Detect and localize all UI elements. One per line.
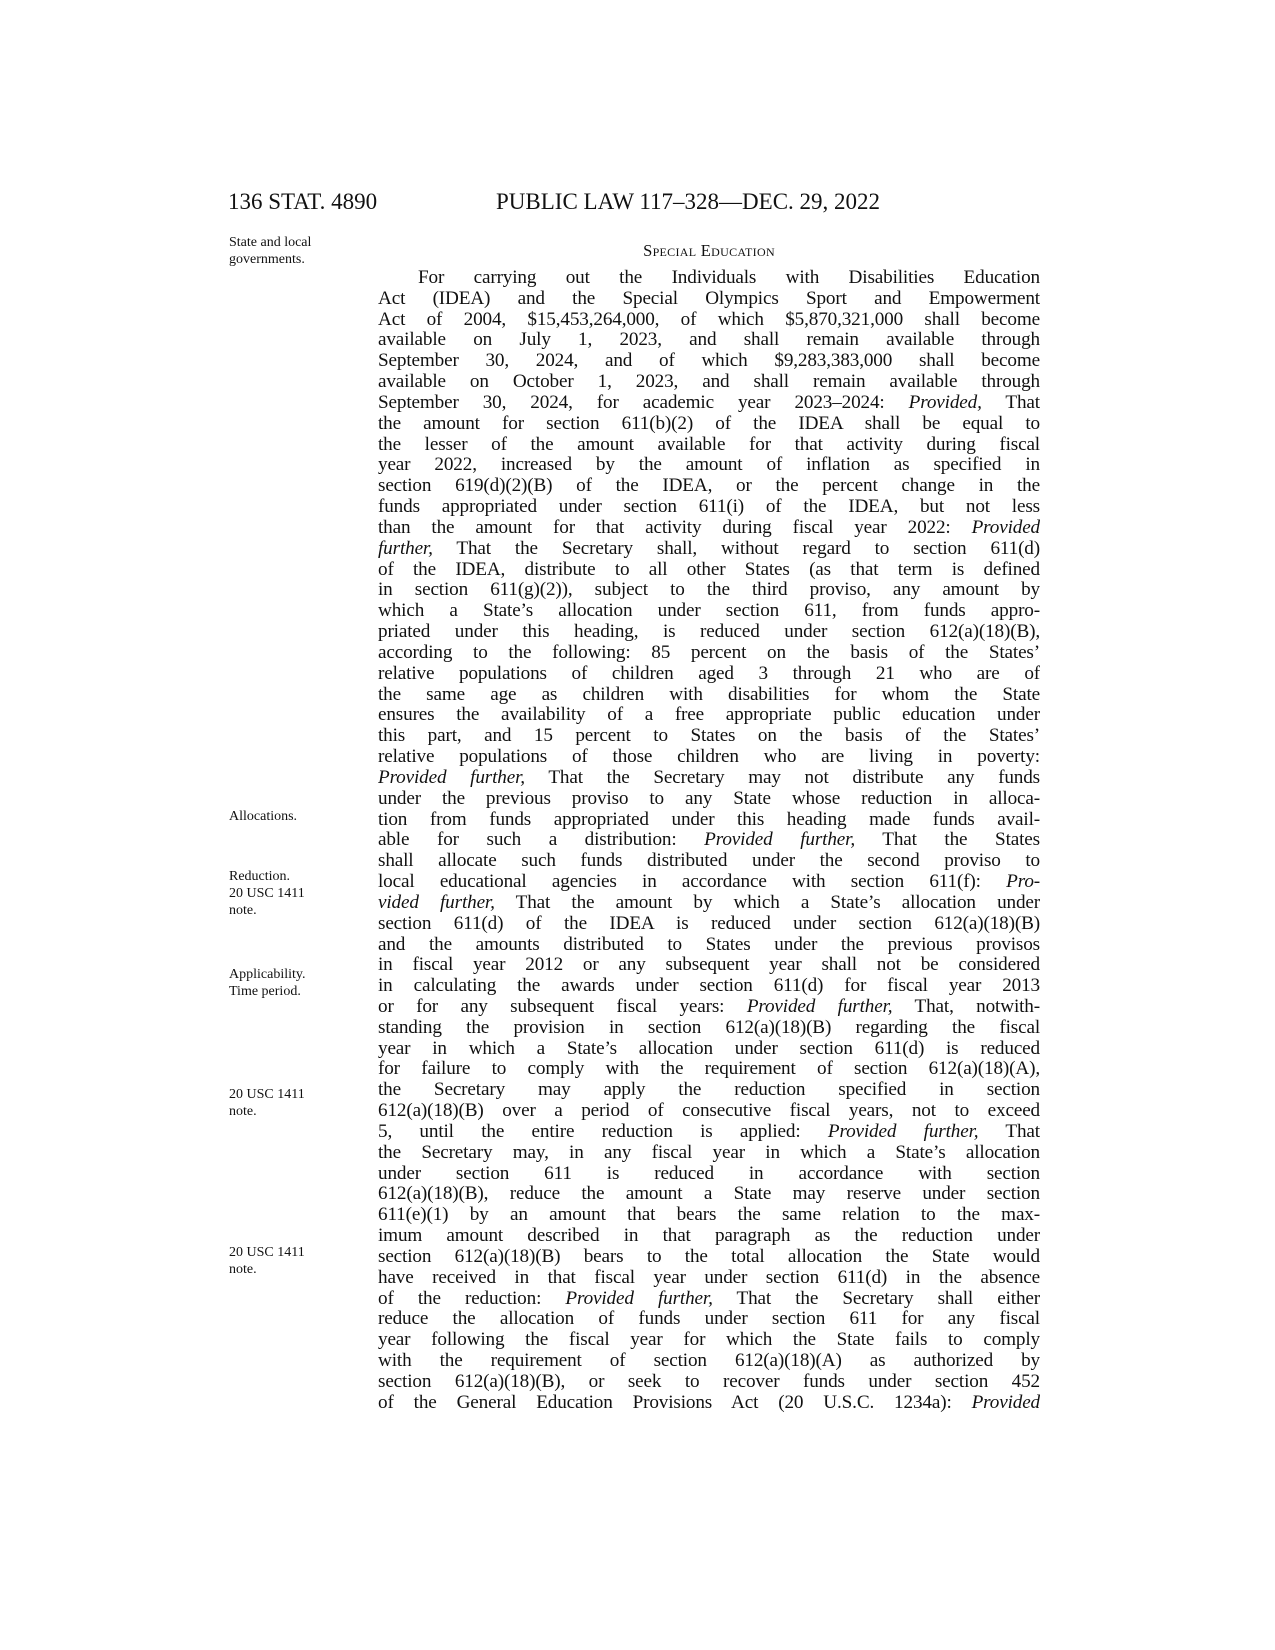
italic-proviso: vided further, [378, 892, 495, 913]
italic-proviso: Provided further, [746, 996, 893, 1017]
body-text-line: year 2022, increased by the amount of inflation as specified in [378, 455, 1040, 476]
margin-notes [229, 0, 349, 1650]
italic-proviso: further, [378, 538, 433, 559]
body-text-line: able for such a distribution: Provided further, That the States [378, 830, 1040, 851]
body-text-line: year in which a State’s allocation under section 611(d) is reduced [378, 1038, 1040, 1059]
body-text-line: reduce the allocation of funds under section 611 for any fiscal [378, 1309, 1040, 1330]
body-text-line: the amount for section 611(b)(2) of the IDEA shall be equal to [378, 413, 1040, 434]
body-text-line: have received in that fiscal year under section 611(d) in the absence [378, 1267, 1040, 1288]
margin-note-line: 20 USC 1411 [229, 1087, 305, 1102]
margin-note-line: Time period. [229, 984, 301, 999]
body-text-line: Act (IDEA) and the Special Olympics Sport and Empowerment [378, 288, 1040, 309]
body-text-line: in section 611(g)(2)), subject to the third proviso, any amount by [378, 580, 1040, 601]
body-text-line: further, That the Secretary shall, without regard to section 611(d) [378, 538, 1040, 559]
body-text-line: with the requirement of section 612(a)(18)(A) as authorized by [378, 1351, 1040, 1372]
italic-proviso: Provided further, [378, 767, 525, 788]
body-text-line: the Secretary may, in any fiscal year in which a State’s allocation [378, 1142, 1040, 1163]
body-text-line: and the amounts distributed to States under the previous provisos [378, 934, 1040, 955]
italic-proviso: Provided, [908, 392, 982, 413]
section-heading: Special Education [643, 241, 775, 260]
body-text-line: 611(e)(1) by an amount that bears the same relation to the max- [378, 1205, 1040, 1226]
italic-proviso: Provided further, [704, 830, 855, 851]
body-text-line: 5, until the entire reduction is applied: Provided further, That [378, 1121, 1040, 1142]
body-text-line: Provided further, That the Secretary may not distribute any funds [378, 767, 1040, 788]
body-text-line: which a State’s allocation under section 611, from funds appro- [378, 601, 1040, 622]
section-body-text [378, 268, 1040, 1414]
body-text-line: the lesser of the amount available for that activity during fiscal [378, 434, 1040, 455]
margin-note-line: Reduction. [229, 869, 291, 884]
body-text-line: available on July 1, 2023, and shall remain available through [378, 330, 1040, 351]
body-text-line: standing the provision in section 612(a)(18)(B) regarding the fiscal [378, 1017, 1040, 1038]
body-text-line: tion from funds appropriated under this heading made funds avail- [378, 809, 1040, 830]
body-text-line: this part, and 15 percent to States on the basis of the States’ [378, 726, 1040, 747]
body-text-line: section 612(a)(18)(B) bears to the total allocation the State would [378, 1246, 1040, 1267]
body-text-line: under section 611 is reduced in accordance with section [378, 1163, 1040, 1184]
body-text-line: relative populations of those children who are living in poverty: [378, 747, 1040, 768]
margin-note-line: 20 USC 1411 [229, 1245, 305, 1260]
body-text-line: section 611(d) of the IDEA is reduced under section 612(a)(18)(B) [378, 913, 1040, 934]
margin-note-line: note. [229, 903, 257, 918]
body-text-line: section 612(a)(18)(B), or seek to recover funds under section 452 [378, 1371, 1040, 1392]
margin-note-line: note. [229, 1104, 257, 1119]
margin-note-line: State and local [229, 235, 312, 250]
body-text-line: Act of 2004, $15,453,264,000, of which $5,870,321,000 shall become [378, 309, 1040, 330]
body-text-line: shall allocate such funds distributed under the second proviso to [378, 851, 1040, 872]
body-text-line: the Secretary may apply the reduction specified in section [378, 1080, 1040, 1101]
body-text-line: than the amount for that activity during fiscal year 2022: Provided [378, 517, 1040, 538]
body-text-line: local educational agencies in accordance with section 611(f): Pro- [378, 872, 1040, 893]
body-text-line: year following the fiscal year for which the State fails to comply [378, 1330, 1040, 1351]
body-text-line: section 619(d)(2)(B) of the IDEA, or the percent change in the [378, 476, 1040, 497]
margin-note-line: governments. [229, 252, 305, 267]
margin-note-state-local-governments [229, 234, 349, 268]
margin-note-line: 20 USC 1411 [229, 886, 305, 901]
body-text-line: the same age as children with disabilities for whom the State [378, 684, 1040, 705]
italic-proviso: Provided further, [565, 1288, 713, 1309]
margin-note-allocations [229, 808, 349, 825]
page-header [228, 186, 1040, 218]
body-text-line: of the IDEA, distribute to all other States (as that term is defined [378, 559, 1040, 580]
body-text-line: for failure to comply with the requirement of section 612(a)(18)(A), [378, 1059, 1040, 1080]
body-text-line: funds appropriated under section 611(i) of the IDEA, but not less [378, 497, 1040, 518]
body-text-line: 612(a)(18)(B), reduce the amount a State may reserve under section [378, 1184, 1040, 1205]
body-text-line: in calculating the awards under section 611(d) for fiscal year 2013 [378, 976, 1040, 997]
body-text-line: priated under this heading, is reduced under section 612(a)(18)(B), [378, 622, 1040, 643]
italic-proviso: Pro- [1006, 872, 1040, 893]
body-text-line: imum amount described in that paragraph as the reduction under [378, 1226, 1040, 1247]
body-text-line: of the reduction: Provided further, That the Secretary shall either [378, 1288, 1040, 1309]
margin-note-line: Applicability. [229, 967, 306, 982]
margin-note-reduction [229, 868, 349, 919]
margin-note-applicability [229, 966, 349, 1000]
body-text-line: of the General Education Provisions Act (20 U.S.C. 1234a): Provided [378, 1392, 1040, 1413]
body-text-line: in fiscal year 2012 or any subsequent year shall not be considered [378, 955, 1040, 976]
body-text-line: according to the following: 85 percent on the basis of the States’ [378, 642, 1040, 663]
body-text-line: vided further, That the amount by which a State’s allocation under [378, 892, 1040, 913]
margin-note-line: Allocations. [229, 809, 298, 824]
margin-note-usc-1411-b [229, 1244, 349, 1278]
italic-proviso: Provided [971, 517, 1040, 538]
margin-note-usc-1411-a [229, 1086, 349, 1120]
italic-proviso: Provided further, [827, 1121, 979, 1142]
body-text-line: September 30, 2024, for academic year 2023–2024: Provided, That [378, 392, 1040, 413]
margin-note-line: note. [229, 1262, 257, 1277]
body-text-line: or for any subsequent fiscal years: Provided further, That, notwith- [378, 996, 1040, 1017]
body-text-line: September 30, 2024, and of which $9,283,383,000 shall become [378, 351, 1040, 372]
body-text-line: ensures the availability of a free appropriate public education under [378, 705, 1040, 726]
statute-page-number: 136 STAT. 4890 [228, 189, 378, 214]
body-text-line: relative populations of children aged 3 through 21 who are of [378, 663, 1040, 684]
body-text-line: 612(a)(18)(B) over a period of consecutive fiscal years, not to exceed [378, 1101, 1040, 1122]
public-law-reference: PUBLIC LAW 117–328—DEC. 29, 2022 [496, 189, 881, 214]
italic-proviso: Provided [971, 1392, 1040, 1413]
body-text-line: For carrying out the Individuals with Disabilities Education [418, 268, 1040, 288]
body-text-line: available on October 1, 2023, and shall remain available through [378, 372, 1040, 393]
body-text-line: under the previous proviso to any State whose reduction in alloca- [378, 788, 1040, 809]
